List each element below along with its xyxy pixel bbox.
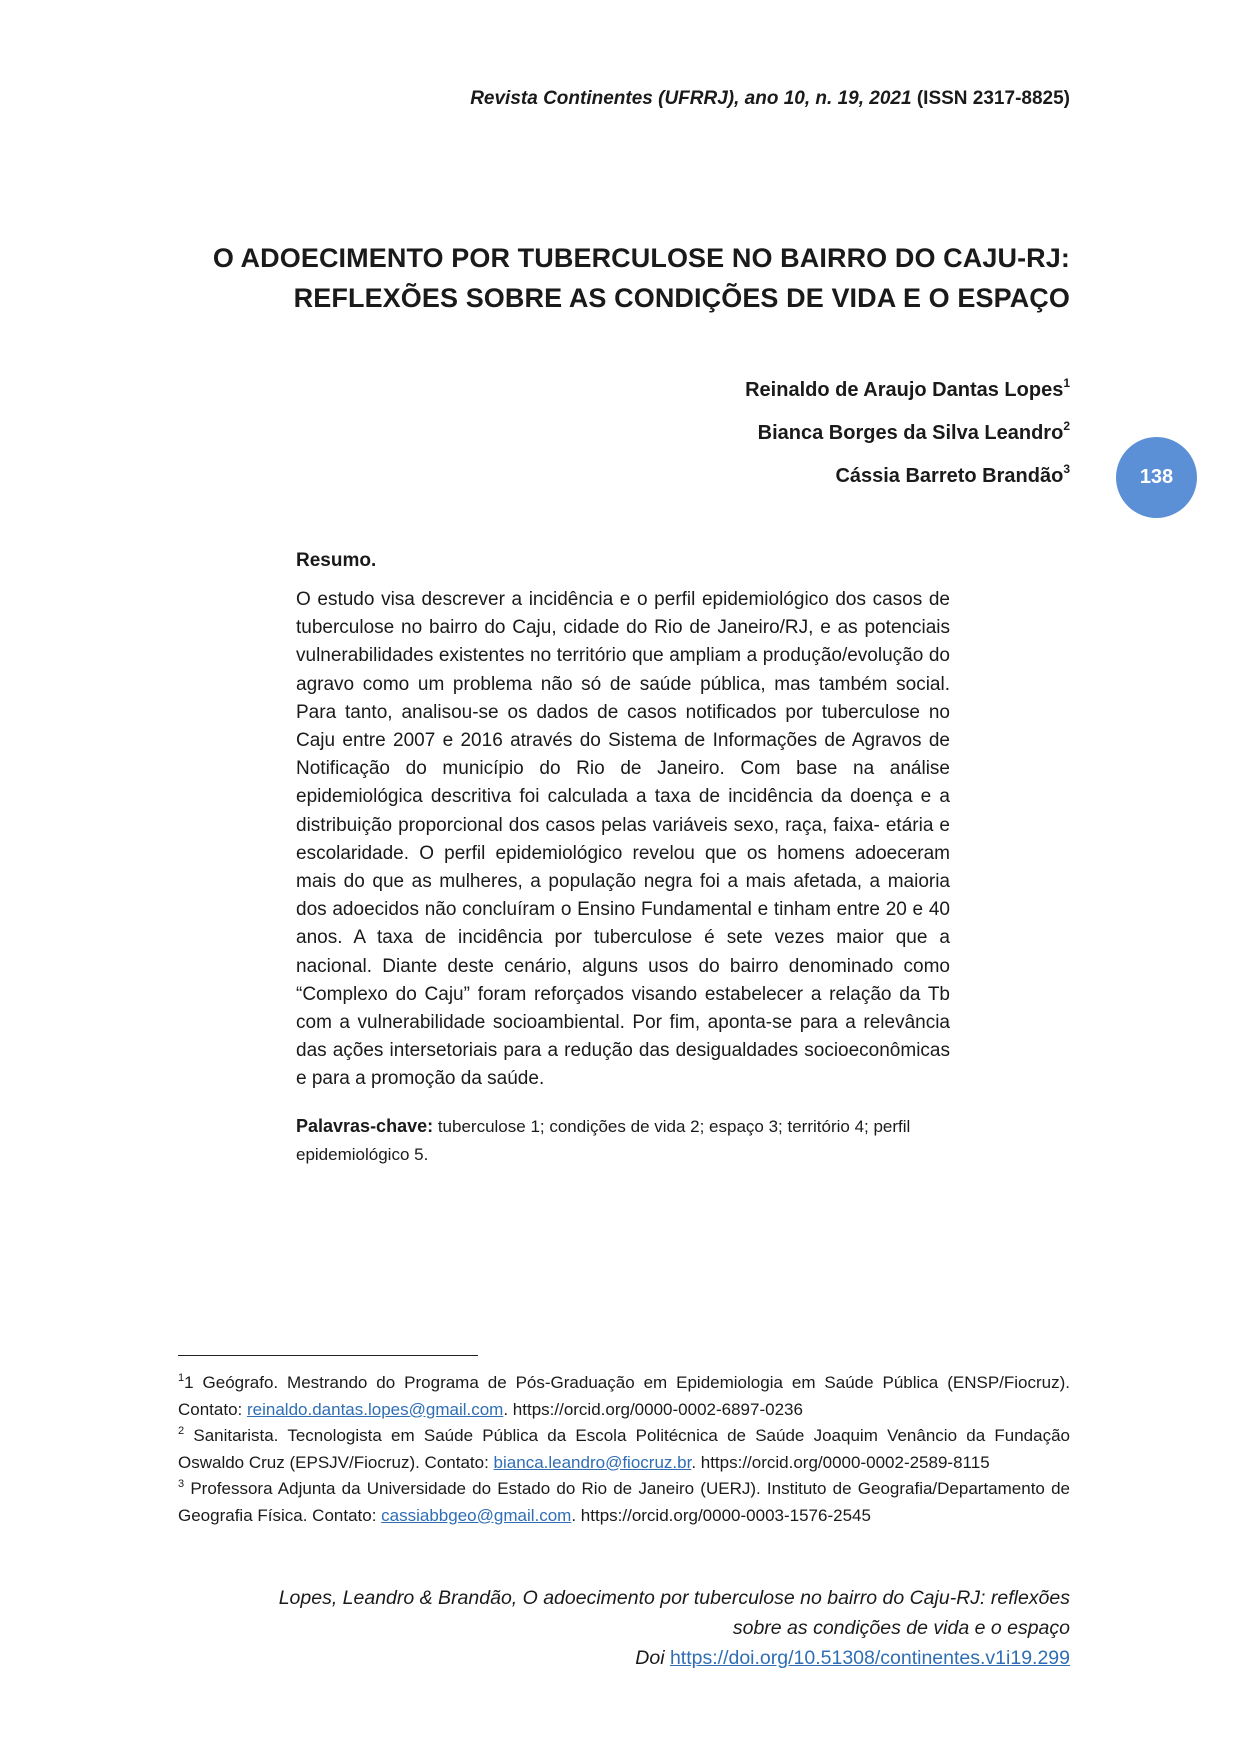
abstract xyxy=(296,550,950,1169)
journal-issn: (ISSN 2317-8825) xyxy=(916,88,1070,109)
footnote-text: Professora Adjunta da Universidade do Estado do Rio de Janeiro (UERJ). Instituto de Geografia/Departamento de Geografia Física. Contato: xyxy=(178,1479,1070,1525)
author-name: Cássia Barreto Brandão xyxy=(835,465,1064,487)
orcid-text: . https://orcid.org/0000-0002-6897-0236 xyxy=(503,1399,803,1419)
footnote-mark: 2 xyxy=(178,1425,185,1437)
email-link[interactable]: cassiabbgeo@gmail.com xyxy=(381,1505,572,1525)
keywords-label: Palavras-chave: xyxy=(296,1115,434,1136)
author-name: Reinaldo de Araujo Dantas Lopes xyxy=(745,379,1064,401)
keywords-list: tuberculose 1; condições de vida 2; espaço 3; território 4; perfil epidemiológico 5. xyxy=(296,1116,911,1164)
citation-footer xyxy=(170,1583,1070,1673)
abstract-heading: Resumo. xyxy=(296,550,377,571)
footnote-mark: 1 xyxy=(178,1372,185,1384)
footnote-1 xyxy=(178,1370,1070,1423)
footnote-ref[interactable]: 3 xyxy=(1063,462,1070,476)
abstract-body: O estudo visa descrever a incidência e o perfil epidemiológico dos casos de tuberculose no bairro do Caju, cidade do Rio de Janeiro/RJ, e as potenciais vulnerabilidades existentes no território que ampliam a produção/evolução do agravo como um problema não só de saúde pública, mas também social. Para tanto, analisou-se os dados de casos notificados por tuberculose no Caju entre 2007 e 2016 através do Sistema de Informações de Agravos de Notificação do município do Rio de Janeiro. Com base na análise epidemiológica descritiva foi calculada a taxa de incidência da doença e a distribuição proporcional dos casos pelas variáveis sexo, raça, faixa- etária e escolaridade. O perfil epidemiológico revelou que os homens adoeceram mais do que as mulheres, a população negra foi a mais afetada, a maioria dos adoecidos não concluíram o Ensino Fundamental e tinham entre 20 e 40 anos. A taxa de incidência por tuberculose é sete vezes maior que a nacional. Diante deste cenário, alguns usos do bairro denominado como “Complexo do Caju” foram reforçados visando estabelecer a relação da Tb com a vulnerabilidade socioambiental. Por fim, aponta-se para a relevância das ações intersetoriais para a redução das desigualdades socioeconômicas e para a promoção da saúde. xyxy=(296,589,950,1090)
footnote-mark: 3 xyxy=(178,1478,185,1490)
email-link[interactable]: reinaldo.dantas.lopes@gmail.com xyxy=(247,1399,504,1419)
doi-label: Doi xyxy=(635,1647,665,1669)
page-number-badge: 138 xyxy=(1116,437,1197,518)
journal-name: Revista Continentes (UFRRJ), ano 10, n. 19, 2021 xyxy=(470,88,912,109)
author-list xyxy=(745,376,1070,505)
citation-line-2: sobre as condições de vida e o espaço xyxy=(732,1617,1070,1639)
title-line-1: O ADOECIMENTO POR TUBERCULOSE NO BAIRRO DO CAJU-RJ: xyxy=(212,243,1070,273)
orcid-text: . https://orcid.org/0000-0003-1576-2545 xyxy=(571,1505,871,1525)
doi-line xyxy=(170,1643,1070,1673)
footnote-ref[interactable]: 1 xyxy=(1063,376,1070,390)
keywords xyxy=(296,1112,950,1169)
footnote-divider xyxy=(178,1355,478,1356)
author-1 xyxy=(745,376,1070,419)
author-name: Bianca Borges da Silva Leandro xyxy=(757,422,1064,444)
email-link[interactable]: bianca.leandro@fiocruz.br xyxy=(493,1452,692,1472)
footnote-text: 1 Geógrafo. Mestrando do Programa de Pós-Graduação em Epidemiologia em Saúde Pública (ENSP/Fiocruz). Contato: xyxy=(178,1373,1070,1419)
footnote-2 xyxy=(178,1423,1070,1476)
journal-header xyxy=(470,88,1070,110)
citation-line-1: Lopes, Leandro & Brandão, O adoecimento por tuberculose no bairro do Caju-RJ: reflexões xyxy=(278,1587,1070,1609)
article-title xyxy=(170,238,1070,318)
author-2 xyxy=(745,419,1070,462)
doi-link[interactable]: https://doi.org/10.51308/continentes.v1i19.299 xyxy=(669,1647,1070,1669)
author-3 xyxy=(745,462,1070,505)
orcid-text: . https://orcid.org/0000-0002-2589-8115 xyxy=(691,1452,990,1472)
footnote-ref[interactable]: 2 xyxy=(1063,419,1070,433)
footnotes xyxy=(178,1370,1070,1529)
footnote-3 xyxy=(178,1476,1070,1529)
footnote-text: Sanitarista. Tecnologista em Saúde Pública da Escola Politécnica de Saúde Joaquim Venâncio da Fundação Oswaldo Cruz (EPSJV/Fiocruz). Contato: xyxy=(178,1426,1070,1472)
title-line-2: REFLEXÕES SOBRE AS CONDIÇÕES DE VIDA E O ESPAÇO xyxy=(293,283,1070,313)
